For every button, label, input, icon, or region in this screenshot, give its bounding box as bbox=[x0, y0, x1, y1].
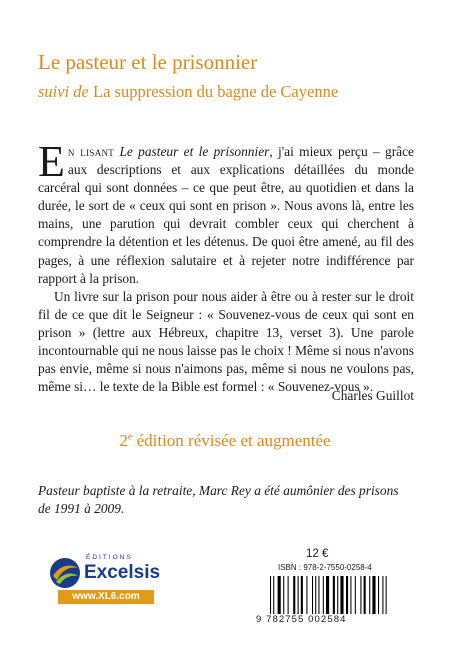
subtitle-prefix: suivi de bbox=[38, 82, 89, 101]
publisher-logo bbox=[48, 548, 168, 604]
barcode bbox=[256, 576, 412, 624]
publisher-name: Excelsis bbox=[84, 562, 161, 583]
edition-superscript: e bbox=[127, 431, 133, 443]
edition-text: édition révisée et augmentée bbox=[132, 431, 331, 450]
publisher-editions-label: ÉDITIONS bbox=[86, 554, 133, 561]
paragraph-1-text: , j'ai mieux perçu – grâce aux descriptions et aux explications détaillées du monde carcéral qui sont données – ce que peut être, au quotidien et dans la durée, le sort de « ceux qui sont en prison ». Nous avons là, entre les mains, une parution qui devrait combler ceux qui cherchent à comprendre la détention et les détenus. De quoi être amené, au fil des pages, à une réflexion salutaire et à rejeter notre indifférence par rapport à la prison. bbox=[38, 144, 414, 286]
author-note: Pasteur baptiste à la retraite, Marc Rey a été aumônier des prisons de 1991 à 2009. bbox=[38, 483, 399, 516]
drop-cap: E bbox=[38, 137, 65, 186]
edition-notice bbox=[0, 431, 450, 451]
publisher-url: www.XL6.com bbox=[58, 590, 154, 604]
subtitle-main: La suppression du bagne de Cayenne bbox=[93, 82, 339, 101]
isbn: ISBN : 978-2-7550-0258-4 bbox=[278, 563, 372, 572]
book-title: Le pasteur et le prisonnier bbox=[38, 50, 258, 74]
paragraph-1-book-title: Le pasteur et le prisonnier bbox=[119, 144, 270, 159]
publisher-swoosh-icon bbox=[48, 556, 82, 590]
paragraph-2: Un livre sur la prison pour nous aider à être ou à rester sur le droit fil de ce que dit le Seigneur : « Souvenez-vous de ceux qui sont en prison » (lettre aux Hébreux, chapitre 13, verset 3). Une parole incontournable qui ne nous laisse pas le choix ! Même si nous n'avons pas envie, même si nous n'aimons pas, même si nous ne voulons pas, même si… le texte de la Bible est formel : « Souvenez-vous ». bbox=[38, 288, 414, 395]
book-subtitle bbox=[38, 82, 338, 102]
price: 12 € bbox=[306, 548, 329, 560]
barcode-digits: 9 782755 002584 bbox=[256, 614, 347, 625]
back-cover-text bbox=[38, 137, 414, 396]
edition-number: 2 bbox=[119, 431, 128, 450]
paragraph-1-smallcaps: n lisant bbox=[67, 144, 115, 159]
barcode-bars bbox=[268, 576, 408, 614]
paragraph-1 bbox=[38, 137, 414, 288]
signature: Charles Guillot bbox=[331, 388, 414, 403]
